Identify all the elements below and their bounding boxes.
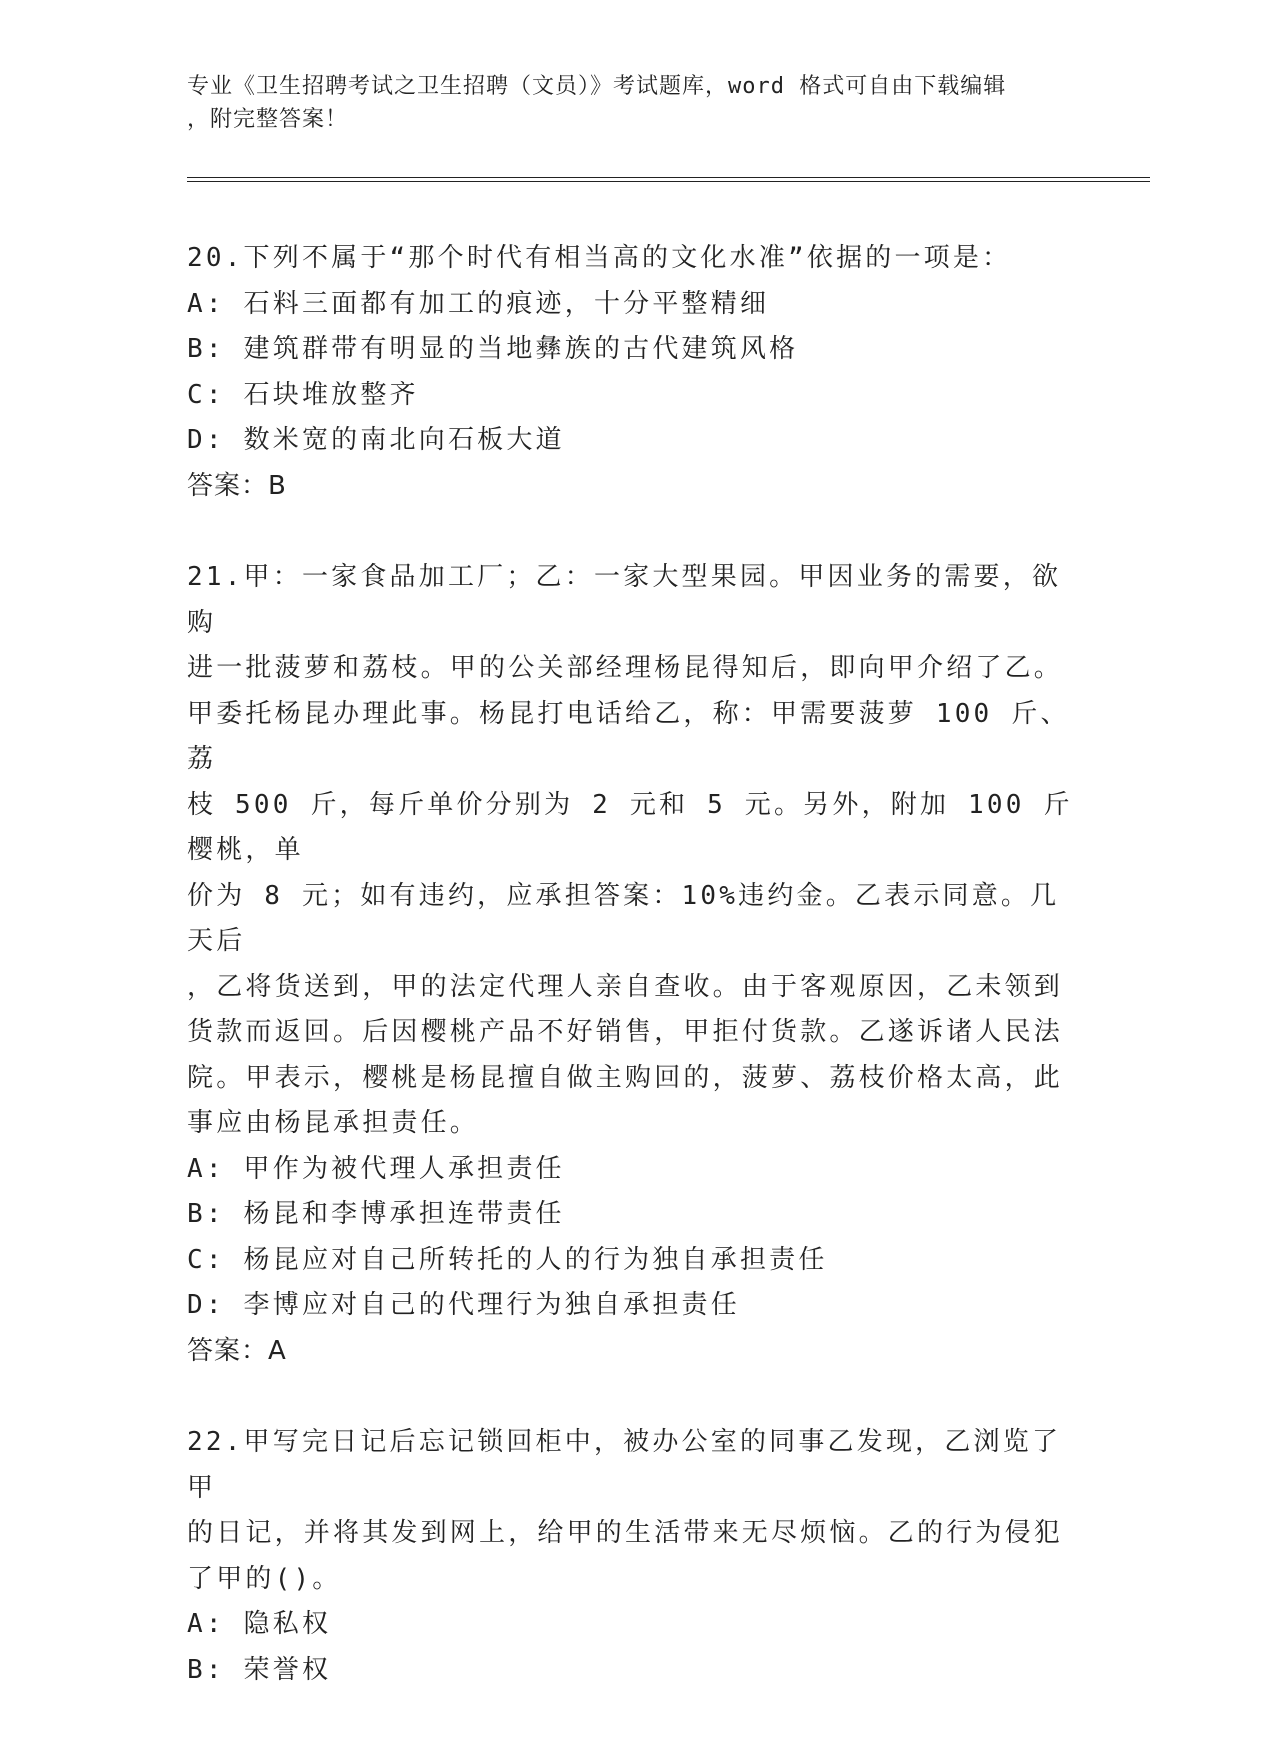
question-20-option-a: A: 石料三面都有加工的痕迹，十分平整精细 <box>187 288 770 319</box>
question-21-option-a: A: 甲作为被代理人承担责任 <box>187 1153 565 1184</box>
header-line-1: 专业《卫生招聘考试之卫生招聘（文员）》考试题库，word 格式可自由下载编辑 <box>187 74 1007 99</box>
header-line-2: ，附完整答案！ <box>187 107 349 132</box>
question-21-line-5: 价为 8 元；如有违约，应承担答案：10%违约金。乙表示同意。几天后 <box>187 880 1060 956</box>
question-21-option-c: C: 杨昆应对自己所转托的人的行为独自承担责任 <box>187 1244 828 1275</box>
question-21-line-3: 甲委托杨昆办理此事。杨昆打电话给乙，称：甲需要菠萝 100 斤、荔 <box>187 698 1070 774</box>
question-20 <box>187 236 1087 509</box>
question-21-option-d: D: 李博应对自己的代理行为独自承担责任 <box>187 1290 740 1320</box>
question-21-line-7: 货款而返回。后因樱桃产品不好销售，甲拒付货款。乙遂诉诸人民法 <box>187 1017 1064 1047</box>
document-header <box>187 70 1087 136</box>
question-22-option-a: A: 隐私权 <box>187 1609 332 1639</box>
question-20-answer: 答案：B <box>187 470 287 501</box>
question-21-option-b: B: 杨昆和李博承担连带责任 <box>187 1199 565 1229</box>
question-21-line-1: 21.甲：一家食品加工厂；乙：一家大型果园。甲因业务的需要，欲购 <box>187 562 1062 638</box>
question-22 <box>187 1420 1087 1693</box>
question-22-line-3: 了甲的()。 <box>187 1563 342 1594</box>
question-list <box>187 236 1087 1739</box>
question-21-line-8: 院。甲表示，樱桃是杨昆擅自做主购回的，菠萝、荔枝价格太高，此 <box>187 1062 1064 1093</box>
question-22-line-1: 22.甲写完日记后忘记锁回柜中，被办公室的同事乙发现，乙浏览了甲 <box>187 1427 1062 1503</box>
question-21 <box>187 555 1087 1374</box>
question-22-line-2: 的日记，并将其发到网上，给甲的生活带来无尽烦恼。乙的行为侵犯 <box>187 1518 1064 1548</box>
question-21-line-2: 进一批菠萝和荔枝。甲的公关部经理杨昆得知后，即向甲介绍了乙。 <box>187 653 1064 683</box>
question-20-option-d: D: 数米宽的南北向石板大道 <box>187 425 565 455</box>
question-22-option-b: B: 荣誉权 <box>187 1654 332 1685</box>
header-divider <box>187 177 1150 182</box>
question-20-option-b: B: 建筑群带有明显的当地彝族的古代建筑风格 <box>187 334 799 364</box>
question-20-line-1: 20.下列不属于“那个时代有相当高的文化水准”依据的一项是： <box>187 243 1012 273</box>
question-21-line-6: ，乙将货送到，甲的法定代理人亲自查收。由于客观原因，乙未领到 <box>187 971 1064 1002</box>
question-21-line-9: 事应由杨昆承担责任。 <box>187 1108 480 1138</box>
question-21-line-4: 枝 500 斤，每斤单价分别为 2 元和 5 元。另外，附加 100 斤樱桃，单 <box>187 789 1073 865</box>
question-20-option-c: C: 石块堆放整齐 <box>187 379 419 410</box>
question-21-answer: 答案：A <box>187 1335 287 1366</box>
